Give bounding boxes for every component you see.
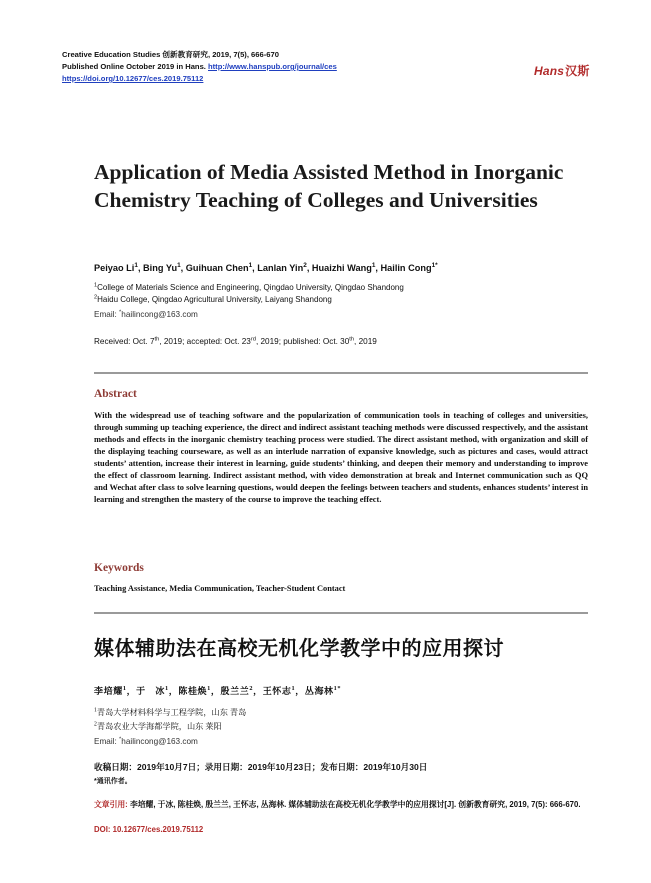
journal-line: Creative Education Studies 创新教育研究, 2019, 7(5), 666-670	[62, 50, 279, 59]
author-name: Lanlan Yin	[257, 263, 304, 273]
author-sup: 1*	[431, 261, 438, 269]
author-sup: 1	[164, 685, 169, 692]
cn-email-line	[94, 737, 198, 746]
cn-author-name: 李培耀	[94, 686, 123, 696]
email-label: Email:	[94, 310, 120, 319]
published-line	[62, 61, 337, 73]
abstract-body: With the widespread use of teaching software and the popularization of communication tools in teaching of colleges and universities, through summing up teaching experience, the direct and indirect assistant teaching methods were discussed respectively, and the assistant methods and effects in the inorganic chemistry teaching process were studied. The direct assistant method, with organization and skill of the displaying teaching courseware, as well as an interlude narration of expansive knowledge, such as pictures and cases, would attract students’ attention, increase their interest in learning, guide students’ thinking, and deepen their memory and understanding to improve the effect of classroom learning. Indirect assistant method, with video demonstration at break and Internet communication such as QQ and Wechat after class to solve learning questions, would deepen the feelings between teachers and students, enhances students’ interest in learning and strengthen the mastery of the course to improve the teaching effect.	[94, 411, 588, 505]
cn-dates-line: 收稿日期：2019年10月7日；录用日期：2019年10月23日；发布日期：2019年10月30日	[94, 762, 428, 772]
citation-text: 李培耀, 于冰, 陈桂焕, 殷兰兰, 王怀志, 丛海林. 媒体辅助法在高校无机化学教学中的应用探讨[J]. 创新教育研究, 2019, 7(5): 666-670.	[129, 800, 581, 809]
author-sup: 1	[122, 685, 127, 692]
email-address[interactable]: hailincong@163.com	[121, 310, 198, 319]
affiliation-sup: 2	[94, 294, 98, 301]
citation	[94, 799, 590, 811]
author-sup: 1	[371, 261, 376, 269]
received-sup: th	[154, 336, 160, 343]
cn-affiliation-text: 青岛农业大学海都学院，山东 莱阳	[96, 722, 222, 731]
received-date: Received: Oct. 7	[94, 337, 155, 346]
affiliation-sup: 1	[94, 282, 98, 289]
accepted-sup: rd	[250, 336, 256, 343]
email-line	[94, 310, 198, 319]
author-sup: 1	[248, 261, 253, 269]
keywords-body: Teaching Assistance, Media Communication, Teacher-Student Contact	[94, 584, 346, 593]
accepted-date: , 2019; accepted: Oct. 23	[159, 337, 251, 346]
author-name: Bing Yu	[143, 263, 178, 273]
abstract-heading: Abstract	[94, 388, 137, 400]
cn-affiliation-1	[94, 707, 246, 719]
dates-line	[94, 337, 377, 346]
hans-logo	[534, 62, 590, 79]
author-name: Hailin Cong	[380, 263, 432, 273]
affiliation-2	[94, 294, 332, 306]
doi-link[interactable]: https://doi.org/10.12677/ces.2019.75112	[62, 74, 204, 83]
email-address[interactable]: hailincong@163.com	[121, 737, 198, 746]
cn-affiliation-sup: 1	[94, 707, 97, 714]
logo-cn-text: 汉斯	[565, 64, 590, 78]
cn-author-name: 陈桂焕	[178, 686, 208, 696]
author-sup: 1	[291, 685, 296, 692]
cn-author-name: 殷兰兰	[220, 686, 250, 696]
author-sup: 2	[303, 261, 307, 269]
doi-line	[62, 73, 337, 85]
author-name: Huaizhi Wang	[311, 263, 372, 273]
email-sup: *	[119, 309, 122, 316]
section-divider	[94, 612, 588, 614]
cn-title: 媒体辅助法在高校无机化学教学中的应用探讨	[94, 638, 504, 660]
affiliation-1	[94, 282, 404, 294]
keywords-heading: Keywords	[94, 562, 144, 574]
author-name: Peiyao Li	[94, 263, 135, 273]
published-sup: th	[349, 336, 355, 343]
paper-title: Application of Media Assisted Method in Inorganic Chemistry Teaching of Colleges and Universities	[94, 160, 564, 212]
journal-link[interactable]: http://www.hanspub.org/journal/ces	[208, 62, 337, 71]
author-sup: 2	[249, 685, 254, 692]
cn-affiliation-text: 青岛大学材料科学与工程学院，山东 青岛	[96, 708, 247, 717]
author-sup: 1	[207, 685, 211, 692]
logo-text: Hans	[534, 64, 565, 78]
author-list: Peiyao Li$^1$, Bing Yu$^1$, Guihuan Chen$^1$, Lanlan Yin$^2$, Huaizhi Wang$^1$, Hailin Cong$^{1*}$	[94, 261, 438, 273]
cn-author-name: 丛海林	[304, 686, 334, 696]
email-label: Email:	[94, 737, 120, 746]
cn-affiliation-2	[94, 721, 222, 733]
author-name: Guihuan Chen	[185, 263, 249, 273]
section-divider	[94, 372, 588, 374]
published-prefix: Published Online October 2019 in Hans.	[62, 62, 209, 71]
author-sup: 1*	[333, 685, 342, 692]
published-date: , 2019; published: Oct. 30	[255, 337, 350, 346]
cn-author-name: 于 冰	[136, 686, 165, 696]
corresponding-note: *通讯作者。	[94, 778, 132, 785]
affiliation-text: Haidu College, Qingdao Agricultural University, Laiyang Shandong	[97, 295, 332, 304]
cn-doi[interactable]: DOI: 10.12677/ces.2019.75112	[94, 825, 204, 834]
cn-author-name: 王怀志	[262, 686, 292, 696]
affiliation-text: College of Materials Science and Engineering, Qingdao University, Qingdao Shandong	[97, 283, 404, 292]
email-sup: *	[119, 736, 122, 743]
author-sup: 1	[177, 261, 181, 269]
dates-tail: , 2019	[354, 337, 377, 346]
author-sup: 1	[134, 261, 138, 269]
cn-affiliation-sup: 2	[94, 721, 97, 728]
cn-author-list: 李培耀$^1$，于 冰$^1$，陈桂焕$^1$，殷兰兰$^2$，王怀志$^1$，丛海林$^{1*}$	[94, 685, 342, 696]
citation-label: 文章引用:	[94, 800, 130, 809]
journal-header	[62, 49, 337, 85]
